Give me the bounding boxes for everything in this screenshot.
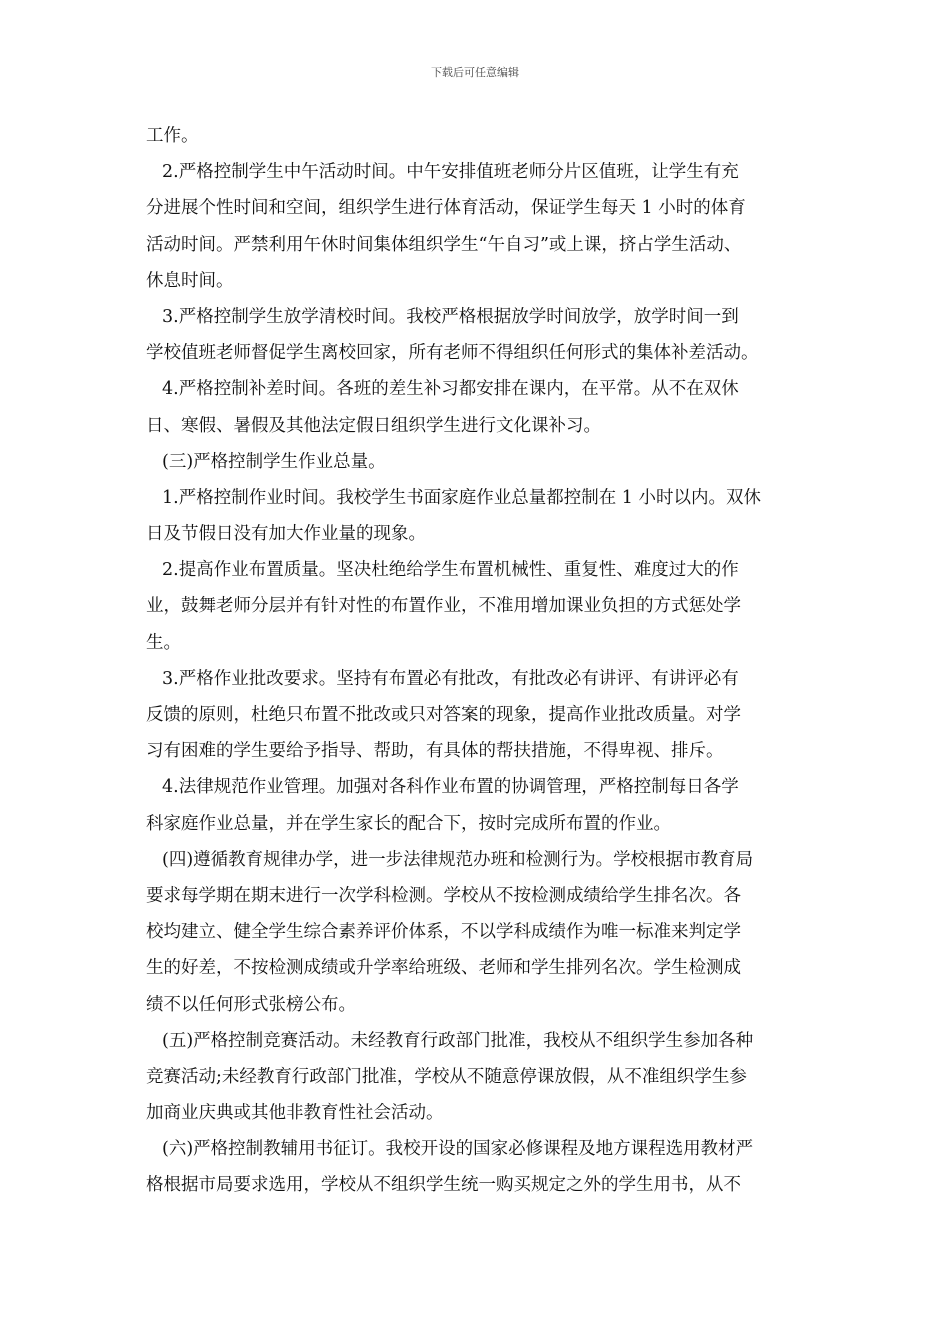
text-line: 1.严格控制作业时间。我校学生书面家庭作业总量都控制在 1 小时以内。双休 <box>162 487 761 508</box>
text-line: 活动时间。严禁利用午休时间集体组织学生“午自习”或上课，挤占学生活动、 <box>146 234 742 255</box>
text-line: 反馈的原则，杜绝只布置不批改或只对答案的现象，提高作业批改质量。对学 <box>146 705 741 725</box>
text-line: 4.法律规范作业管理。加强对各科作业布置的协调管理，严格控制每日各学 <box>162 777 739 798</box>
text-line: 分进展个性时间和空间，组织学生进行体育活动，保证学生每天 1 小时的体育 <box>146 198 746 219</box>
text-line: 绩不以任何形式张榜公布。 <box>146 994 356 1015</box>
text-line: 2.严格控制学生中午活动时间。中午安排值班老师分片区值班，让学生有充 <box>162 162 739 183</box>
text-line: (三)严格控制学生作业总量。 <box>162 451 386 472</box>
text-line: 校均建立、健全学生综合素养评价体系，不以学科成绩作为唯一标准来判定学 <box>146 922 741 943</box>
text-line: 学校值班老师督促学生离校回家，所有老师不得组织任何形式的集体补差活动。 <box>146 343 759 364</box>
text-line: 习有困难的学生要给予指导、帮助，有具体的帮扶措施，不得卑视、排斥。 <box>146 741 724 762</box>
text-line: 竞赛活动;未经教育行政部门批准，学校从不随意停课放假，从不准组织学生参 <box>146 1066 747 1087</box>
text-line: 日及节假日没有加大作业量的现象。 <box>146 524 426 545</box>
text-line: 休息时间。 <box>146 270 234 291</box>
text-line: (五)严格控制竞赛活动。未经教育行政部门批准，我校从不组织学生参加各种 <box>162 1030 754 1051</box>
text-line: 加商业庆典或其他非教育性社会活动。 <box>146 1103 444 1124</box>
text-line: 2.提高作业布置质量。坚决杜绝给学生布置机械性、重复性、难度过大的作 <box>162 560 739 581</box>
document-body <box>146 118 806 1204</box>
text-line: (四)遵循教育规律办学，进一步法律规范办班和检测行为。学校根据市教育局 <box>162 849 754 870</box>
page-header: 下载后可任意编辑 <box>431 66 519 79</box>
text-line: 科家庭作业总量，并在学生家长的配合下，按时完成所布置的作业。 <box>146 813 671 834</box>
text-line: 生。 <box>146 632 181 653</box>
text-line: 要求每学期在期末进行一次学科检测。学校从不按检测成绩给学生排名次。各 <box>146 885 741 906</box>
text-line: 日、寒假、暑假及其他法定假日组织学生进行文化课补习。 <box>146 415 601 436</box>
text-line: 工作。 <box>146 126 199 146</box>
text-line: 格根据市局要求选用，学校从不组织学生统一购买规定之外的学生用书，从不 <box>146 1175 741 1196</box>
text-line: (六)严格控制教辅用书征订。我校开设的国家必修课程及地方课程选用教材严 <box>162 1139 754 1160</box>
text-line: 业，鼓舞老师分层并有针对性的布置作业，不准用增加课业负担的方式惩处学 <box>146 596 741 617</box>
text-line: 3.严格控制学生放学清校时间。我校严格根据放学时间放学，放学时间一到 <box>162 306 739 327</box>
text-line: 3.严格作业批改要求。坚持有布置必有批改，有批改必有讲评、有讲评必有 <box>162 668 739 689</box>
text-line: 生的好差，不按检测成绩或升学率给班级、老师和学生排列名次。学生检测成 <box>146 958 741 979</box>
text-line: 4.严格控制补差时间。各班的差生补习都安排在课内，在平常。从不在双休 <box>162 379 739 400</box>
